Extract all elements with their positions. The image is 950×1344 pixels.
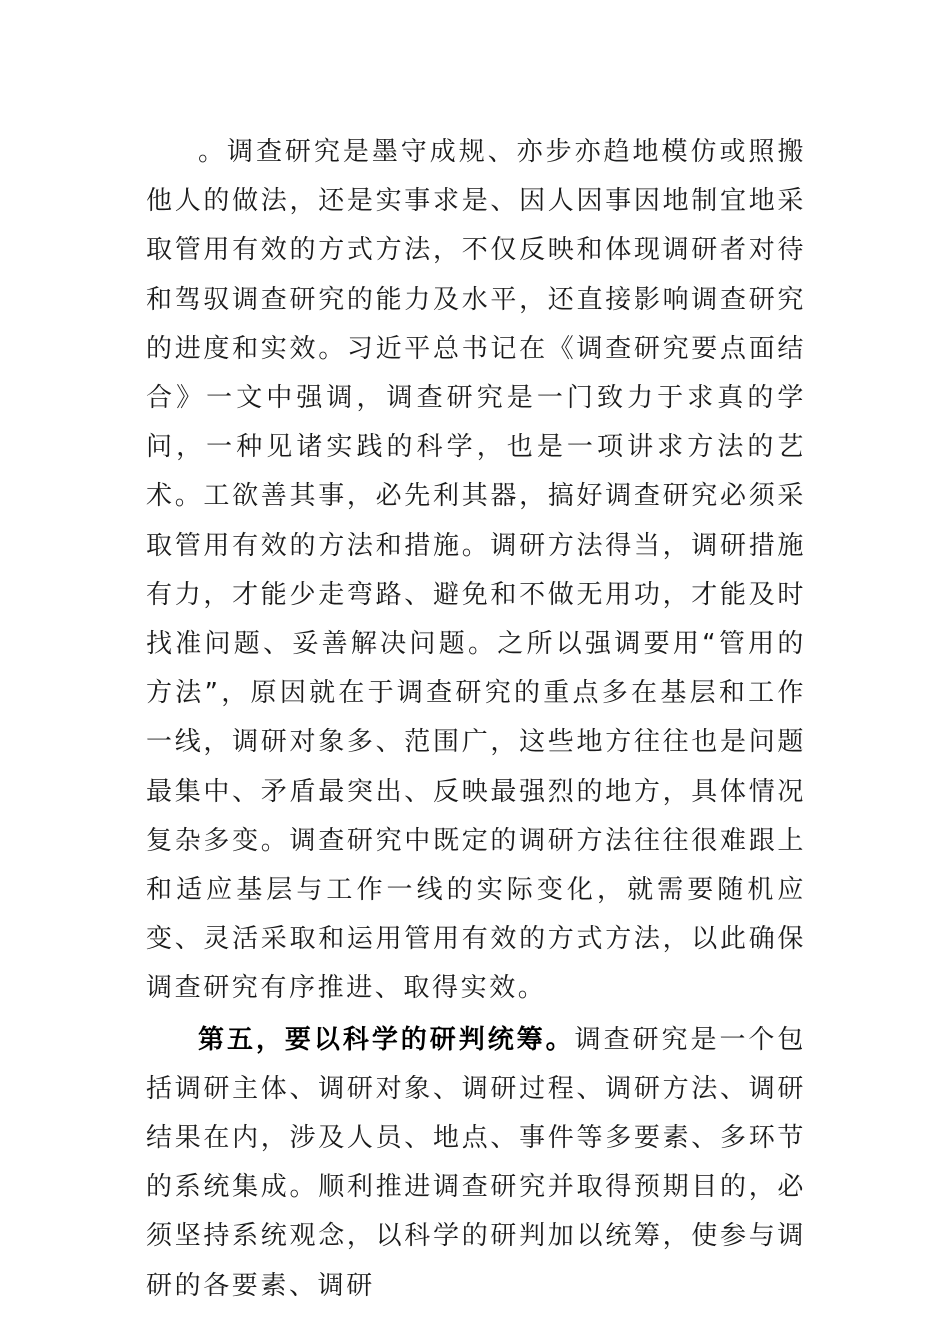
- document-body: [146, 128, 806, 1311]
- paragraph-point-five-body: 调查研究是一个包括调研主体、调研对象、调研过程、调研方法、调研结果在内，涉及人员、地点、事件等多要素、多环节的系统集成。顺利推进调查研究并取得预期目的，必须坚持系统观念，以科学的研判加以统筹，使参与调研的各要素、调研: [146, 1024, 806, 1301]
- section-heading-point-five: 第五，要以科学的研判统筹。: [198, 1024, 575, 1055]
- paragraph-methods: 。调查研究是墨守成规、亦步亦趋地模仿或照搬他人的做法，还是实事求是、因人因事因地制宜地采取管用有效的方式方法，不仅反映和体现调研者对待和驾驭调查研究的能力及水平，还直接影响调查研究的进度和实效。习近平总书记在《调查研究要点面结合》一文中强调，调查研究是一门致力于求真的学问，一种见诸实践的科学，也是一项讲求方法的艺术。工欲善其事，必先利其器，搞好调查研究必须采取管用有效的方法和措施。调研方法得当，调研措施有力，才能少走弯路、避免和不做无用功，才能及时找准问题、妥善解决问题。之所以强调要用“管用的方法”，原因就在于调查研究的重点多在基层和工作一线，调研对象多、范围广，这些地方往往也是问题最集中、矛盾最突出、反映最强烈的地方，具体情况复杂多变。调查研究中既定的调研方法往往很难跟上和适应基层与工作一线的实际变化，就需要随机应变、灵活采取和运用管用有效的方式方法，以此确保调查研究有序推进、取得实效。: [146, 137, 806, 1004]
- paragraph-point-five: [146, 1016, 806, 1311]
